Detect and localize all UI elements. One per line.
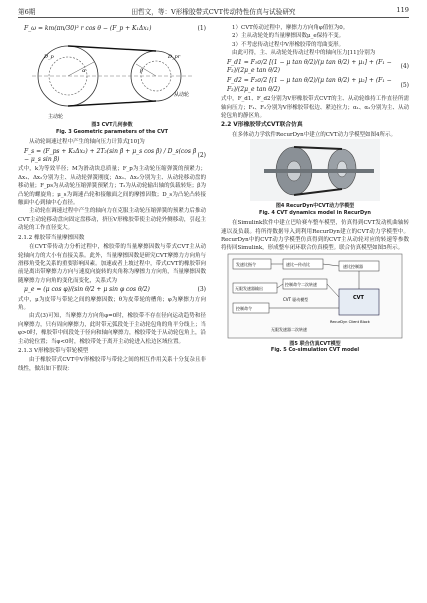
paragraph-assumptions-intro: 由于橡胶带式CVT中V形橡胶带与带轮之间的相互作用关系十分复杂且非线性，做出如下假设： (18, 357, 206, 372)
right-column (221, 24, 409, 357)
paragraph-driving-pulley: 主动轮在调速过程中产生的轴向力在克服主动轮压缩弹簧的预紧力后推动CVT主动轮移动盘向固定盘移动，挤压V形橡胶带使主动轮外侧移动，引起主动轮的工作直径变大。 (18, 208, 206, 232)
fig4-shaft (264, 169, 374, 173)
equation-1-body: F_ω = km(πn/30)² r cos θ − (F_p + K₁Δx₁) (24, 25, 152, 32)
label-driven-pulley: 从动轮 (174, 92, 190, 99)
page-number: 119 (396, 6, 409, 14)
paragraph-symbol-definitions: 式中，k为等效半径；M为滑动块总质量；F_p为主动轮压缩弹簧的预紧力；Δx₁、Δx₂分别为主、从动轮弹簧刚度；Δx₁、Δx₂分别为主、从动轮移动盘的移动量；F_ps为从动轮压缩弹簧预紧力；T₂为从动轮输出轴的负载转矩；β为凸轮的螺旋角；μ_s为调速凸轮和接触面之间的摩擦因数；D_s为凸轮凸转接触面中心到轴中心直径。 (18, 166, 206, 207)
figure-5-cosimulation-diagram (227, 253, 403, 339)
paragraph-eq3-symbols: 式中，μ为皮带与带轮之间的摩擦因数；θ为皮带轮的槽角；φ为摩擦力方向角。 (18, 296, 206, 311)
fig5-engine-label: 无限发速器输出 (235, 285, 263, 291)
equation-2 (18, 147, 206, 166)
fig5-cvt-label: CVT (353, 294, 364, 301)
angle-ray-2 (136, 64, 156, 76)
equation-1 (18, 24, 206, 34)
equation-4 (221, 58, 409, 77)
equation-2-body: F_s = (F_ps + K₂Δx₂) + 2T₂(sin β + μ_s cos β) / D_s(cos β − μ_s sin β) (24, 147, 197, 164)
figure-4-caption-en: Fig. 4 CVT dynamics model in RecurDyn (259, 209, 371, 216)
paragraph-driven-axial-force: 从动轮调速过程中产生的轴向压力计算式[10]为 (29, 139, 145, 146)
fig5-cvt-block (339, 289, 379, 315)
paragraph-friction-coefficient: 在CVT带传动力分析过程中，橡胶带的当量摩擦因数与带式CVT主从动轮轴向力的大小有直接关系。此外，当量摩擦因数是研究CVT摩擦力方向角与滑移角受化关系的重要影响因素。加速或者上坡过程中，带式CVT的橡胶带向前是离出带摩擦力方向与速度向旋转的夹角称为摩擦力方向角，当量摩擦因数随摩擦力方向角的变化而变化，关系式为 (18, 244, 206, 284)
fig5-input-label: 无限发速器二次转速 (271, 326, 307, 332)
paragraph-friction-angle: 由式(3)可知，当摩擦力方向角φ=0时，橡胶带不存在径向运动趋势和径向摩擦力，只有周向摩擦力，此时带元弧段处于主动轮包角的角平分线上；当φ>0时，橡胶带中间段处于径向和轴向摩擦力，橡胶带处于从动轮包角上，沿主动轮位置；当φ<0时，橡胶带处于离开主动轮进入松边区域位置。 (18, 313, 206, 345)
figure-3-caption-cn: 图3 CVT几何参数 (91, 122, 133, 129)
fig5-trans-label: 速比—传动比 (286, 261, 310, 267)
belt-upper (68, 46, 156, 51)
angle-ray-1 (68, 62, 94, 76)
figure-5-caption-cn: 图5 联合仿真CVT模型 (289, 340, 341, 347)
assumption-3: 3）不考虑传动过程中V形橡胶带的弯曲变形。 (232, 41, 344, 48)
journal-issue: 第6期 (18, 8, 36, 16)
figure-3-cvt-geometry (22, 34, 202, 120)
subsection-2-1-3: 2.1.3 V形橡胶带与带轮模型 (18, 347, 89, 354)
subsection-2-1-2: 2.1.2 橡胶带当量摩擦因数 (18, 234, 85, 241)
paragraph-axial-pressure-intro: 由此可得，主、从动轮处传动过程中的轴向压力[11]分别为 (232, 50, 376, 57)
label-dpr: D_pr (168, 54, 181, 61)
label-beta: β (140, 68, 143, 75)
fig5-cmd-label: 控制命令 (236, 305, 252, 311)
figure-5-caption-en: Fig. 5 Co-simulation CVT model (270, 347, 360, 354)
assumption-2: 2）主从动轮处的当量摩擦因数μ_e保持不变。 (232, 33, 345, 40)
figure-4-caption (221, 203, 409, 216)
section-2-2: 2.2 V形橡胶带式CVT联合仿真 (221, 122, 303, 129)
equation-1-number: (1) (197, 25, 206, 32)
left-column (18, 24, 206, 373)
equation-5-number: (5) (400, 81, 409, 89)
paragraph-eq45-symbols: 式中，F_d1、F_d2分别为V形橡胶带式CVT的主、从动轮维持工作直径所需轴向压力；F₁、F₂分别为V形橡胶带松边、紧边拉力；α₁、α₂分别为主、从动轮包角的静区角。 (221, 96, 409, 120)
label-dp: D_p (44, 54, 54, 61)
figure-5-caption (221, 341, 409, 354)
assumption-1: 1）CVT传动过程中，摩擦力方向角φ值恒为0。 (232, 25, 349, 31)
equation-5 (221, 76, 409, 95)
equation-3-body: μ_e = (μ cos φ)/(sin θ/2 + μ sin φ cos θ/2) (24, 286, 150, 294)
fig5-mode-label: CVT 驱动模型 (283, 296, 309, 302)
equation-3-number: (3) (197, 286, 206, 294)
equation-5-body: F_d2 = F₂σ/2 [(1 − μ tan θ/2)/(μ tan θ/2) + μ₂] + (F₁ − F₂)/(2μ_e tan θ/2) (227, 77, 392, 93)
equation-2-number: (2) (197, 151, 206, 159)
belt-lower (68, 101, 156, 106)
label-driving-pulley: 主动轮 (48, 114, 64, 121)
paragraph-recurdyn-model: 在多体动力学软件RecurDyn中建立的CVT动力学模型如图4所示。 (232, 131, 397, 138)
equation-3 (18, 285, 206, 295)
fig5-speed-ratio-label: 发速比指令 (236, 261, 256, 267)
figure-4-caption-cn: 图4 RecurDyn中CVT动力学模型 (275, 203, 355, 210)
fig5-output-label: 速比控制器 (343, 263, 363, 269)
equation-4-body: F_d1 = F₁σ/2 [(1 − μ tan θ/2)/(μ tan θ/2) + μ₁] + (F₁ − F₂)/(2μ_e tan θ/2) (227, 58, 392, 75)
figure-4-cvt-dynamics-model (250, 139, 380, 201)
running-title: 田哲文，等：V形橡胶带式CVT传动特性仿真与试验研究 (131, 8, 296, 16)
page-header (18, 6, 409, 18)
label-alpha: α (82, 68, 86, 75)
paragraph-cosimulation: 在Simulink软件中建立巴哈赛车整车模型，仿真得到CVT发动机曲轴转速以及负载。将所得数据导入到利用RecurDyn建立的CVT动力学模型中。RecurDyn中的CVT动力学模型仿真得到的CVT主从动轮对应的转速等参数将传回Simulink，形成整车闭环联合仿真模型。联合仿真模型如图5所示。 (221, 220, 409, 252)
figure-3-caption (18, 122, 206, 135)
fig5-recurdyn-label: RecurDyn Client Block (330, 319, 370, 324)
figure-3-caption-en: Fig. 3 Geometric parameters of the CVT (55, 128, 169, 135)
equation-4-number: (4) (400, 62, 409, 70)
fig5-cmd2-label: 控制命令二次转速 (285, 281, 317, 287)
